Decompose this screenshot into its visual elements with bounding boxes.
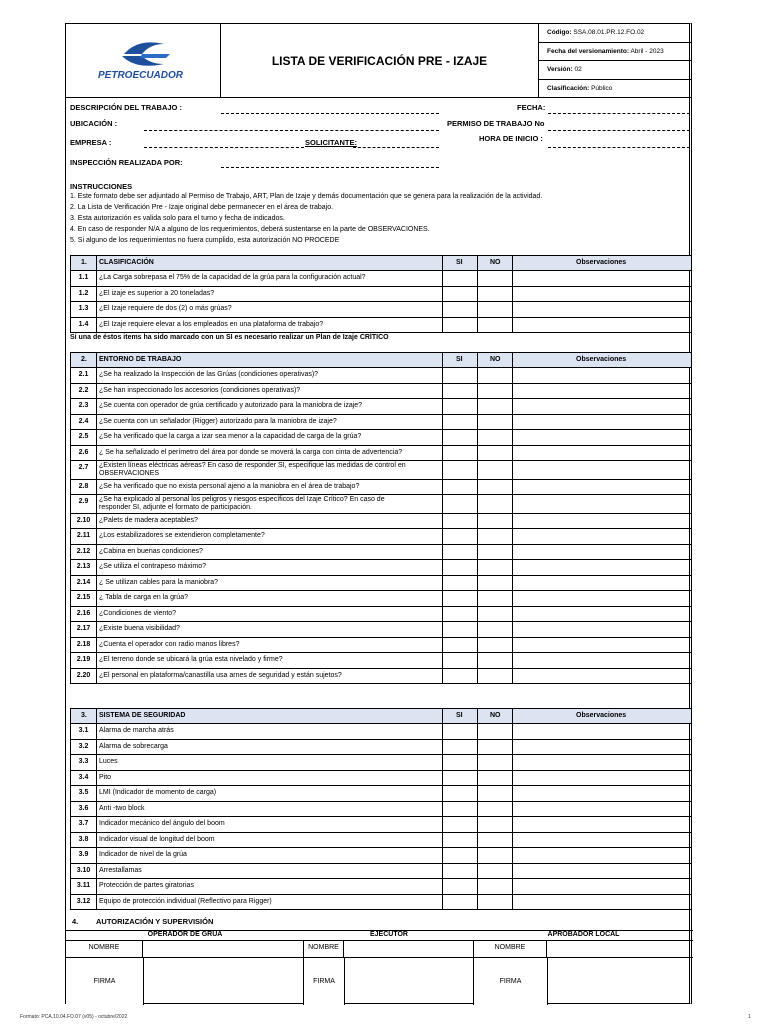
checklist-row xyxy=(70,461,692,480)
si-checkbox[interactable] xyxy=(442,864,477,879)
si-checkbox[interactable] xyxy=(442,480,477,495)
ejecutor-firma-input[interactable] xyxy=(344,958,474,1005)
observaciones-field[interactable] xyxy=(512,755,693,770)
observaciones-field[interactable] xyxy=(512,724,693,739)
checklist-row xyxy=(70,495,692,514)
item-question: ¿ Se ha señalizado el perímetro del área por donde se moverá la carga con cinta de advertencia? xyxy=(99,448,403,456)
checklist-row xyxy=(70,430,692,446)
si-checkbox[interactable] xyxy=(442,669,477,684)
aprobador-firma-input[interactable] xyxy=(547,958,693,1005)
meta-clasificacion: Clasificación: Público xyxy=(547,84,613,92)
checklist-row xyxy=(70,755,692,771)
instruction-line: 4. En caso de responder N/A a alguno de los requerimientos, deberá sustentarse en la parte de OBSERVACIONES. xyxy=(70,226,430,233)
no-checkbox[interactable] xyxy=(477,848,512,863)
authorization-table xyxy=(66,930,693,1005)
item-number: 2.19 xyxy=(76,656,91,663)
no-checkbox[interactable] xyxy=(477,384,512,399)
observaciones-field[interactable] xyxy=(512,895,693,910)
checklist-row xyxy=(70,368,692,384)
label-hora: HORA DE INICIO : xyxy=(479,134,543,143)
ejecutor-header: EJECUTOR xyxy=(370,931,408,938)
item-number: 3.12 xyxy=(76,897,91,905)
input-fecha[interactable] xyxy=(548,113,690,114)
checklist-row xyxy=(70,529,692,545)
si-checkbox[interactable] xyxy=(442,271,477,286)
checklist-row xyxy=(70,446,692,462)
operador-firma-label: FIRMA xyxy=(66,958,143,1005)
item-question: ¿Condiciones de viento? xyxy=(99,609,177,617)
no-checkbox[interactable] xyxy=(477,638,512,653)
label-permiso: PERMISO DE TRABAJO No xyxy=(447,119,545,128)
no-checkbox[interactable] xyxy=(477,461,512,479)
no-checkbox[interactable] xyxy=(477,724,512,739)
no-checkbox[interactable] xyxy=(477,864,512,879)
observaciones-field[interactable] xyxy=(512,591,693,606)
no-checkbox[interactable] xyxy=(477,879,512,894)
label-solicitante: SOLICITANTE: xyxy=(305,138,357,147)
instruction-line: 1. Este formato debe ser adjuntado al Permiso de Trabajo, ART, Plan de Izaje y demás documentación que se genera para la realización de la actividad. xyxy=(70,193,543,200)
no-checkbox[interactable] xyxy=(477,271,512,286)
item-question: ¿Se ha verificado que no exista personal ajeno a la maniobra en el área de trabajo? xyxy=(99,482,360,490)
input-hora[interactable] xyxy=(548,147,690,148)
checklist-row xyxy=(70,771,692,787)
si-checkbox[interactable] xyxy=(442,415,477,430)
item-number: 3.4 xyxy=(78,773,89,781)
section-1-header: 1. CLASIFICACIÓN SI NO Observaciones xyxy=(70,255,692,271)
no-checkbox[interactable] xyxy=(477,480,512,495)
si-checkbox[interactable] xyxy=(442,895,477,910)
observaciones-field[interactable] xyxy=(512,638,693,653)
company-logo xyxy=(66,24,221,98)
si-checkbox[interactable] xyxy=(442,318,477,333)
item-number: 3.2 xyxy=(78,742,89,750)
si-checkbox[interactable] xyxy=(442,529,477,544)
item-number: 3.9 xyxy=(78,851,89,858)
si-checkbox[interactable] xyxy=(442,368,477,383)
no-checkbox[interactable] xyxy=(477,514,512,529)
item-question: ¿Se han inspeccionado los accesorios (condiciones operativas)? xyxy=(99,386,301,394)
observaciones-field[interactable] xyxy=(512,415,693,430)
item-question: Indicador de nivel de la grúa xyxy=(99,851,187,858)
checklist-row xyxy=(70,384,692,400)
si-checkbox[interactable] xyxy=(442,514,477,529)
item-number: 3.6 xyxy=(78,804,89,812)
observaciones-field[interactable] xyxy=(512,446,693,461)
item-number: 2.2 xyxy=(78,386,89,394)
no-checkbox[interactable] xyxy=(477,740,512,755)
input-descripcion[interactable] xyxy=(221,113,439,114)
checklist-row xyxy=(70,399,692,415)
si-checkbox[interactable] xyxy=(442,576,477,591)
observaciones-field[interactable] xyxy=(512,740,693,755)
no-checkbox[interactable] xyxy=(477,895,512,910)
instruction-line: 5. Si alguno de los requerimientos no fuera cumplido, esta autorización NO PROCEDE xyxy=(70,237,340,244)
no-checkbox[interactable] xyxy=(477,771,512,786)
petroecuador-logo-icon xyxy=(66,24,221,98)
item-number: 2.4 xyxy=(78,417,89,425)
item-question: ¿El terreno donde se ubicará la grúa esta nivelado y firme? xyxy=(99,656,283,663)
item-number: 2.3 xyxy=(78,402,89,409)
item-number: 2.16 xyxy=(76,609,91,617)
si-checkbox[interactable] xyxy=(442,755,477,770)
si-checkbox[interactable] xyxy=(442,545,477,560)
si-checkbox[interactable] xyxy=(442,802,477,817)
brand-text: PETROECUADOR xyxy=(98,70,184,81)
observaciones-field[interactable] xyxy=(512,786,693,801)
item-number: 2.7 xyxy=(78,464,89,471)
item-question: ¿El izaje es superior a 20 toneladas? xyxy=(99,289,215,297)
document-meta xyxy=(539,24,691,98)
item-number: 2.14 xyxy=(76,578,91,586)
observaciones-field[interactable] xyxy=(512,833,693,848)
item-question: ¿Existen líneas eléctricas aéreas? En caso de responder SI, especifique las medidas de control en OBSERVACIONES xyxy=(99,462,406,477)
observaciones-field[interactable] xyxy=(512,669,693,684)
aprobador-nombre-label: NOMBRE xyxy=(474,941,547,1005)
observaciones-field[interactable] xyxy=(512,495,693,513)
observaciones-field[interactable] xyxy=(512,802,693,817)
checklist-row xyxy=(70,848,692,864)
observaciones-field[interactable] xyxy=(512,607,693,622)
observaciones-field[interactable] xyxy=(512,271,693,286)
item-question: ¿Los estabilizadores se extendieron completamente? xyxy=(99,532,265,539)
checklist-row xyxy=(70,724,692,740)
checklist-row xyxy=(70,287,692,303)
operador-nombre-input[interactable] xyxy=(143,941,304,957)
si-checkbox[interactable] xyxy=(442,287,477,302)
no-checkbox[interactable] xyxy=(477,833,512,848)
item-number: 3.5 xyxy=(78,789,89,796)
instruction-line: 2. La Lista de Verificación Pre - Izaje original debe permanecer en el área de trabajo. xyxy=(70,204,334,211)
no-checkbox[interactable] xyxy=(477,560,512,575)
section-3-header: 3. SISTEMA DE SEGURIDAD SI NO Observaciones xyxy=(70,708,692,724)
item-question: ¿Cabina en buenas condiciones? xyxy=(99,547,203,555)
no-checkbox[interactable] xyxy=(477,755,512,770)
ejecutor-firma-label: FIRMA xyxy=(304,958,344,1005)
si-checkbox[interactable] xyxy=(442,430,477,445)
input-inspeccion[interactable] xyxy=(221,167,439,168)
observaciones-field[interactable] xyxy=(512,480,693,495)
operador-firma-input[interactable] xyxy=(143,958,304,1005)
item-number: 1.4 xyxy=(78,320,89,328)
no-checkbox[interactable] xyxy=(477,591,512,606)
item-question: ¿Se ha realizado la Inspección de las Grúas (condiciones operativas)? xyxy=(99,371,319,378)
meta-version: Versión: 02 xyxy=(539,61,691,80)
si-checkbox[interactable] xyxy=(442,817,477,832)
si-checkbox[interactable] xyxy=(442,833,477,848)
checklist-row xyxy=(70,415,692,431)
observaciones-field[interactable] xyxy=(512,399,693,414)
no-checkbox[interactable] xyxy=(477,368,512,383)
item-question: ¿ Tabla de carga en la grúa? xyxy=(99,594,188,601)
observaciones-field[interactable] xyxy=(512,368,693,383)
item-number: 2.10 xyxy=(76,516,91,524)
si-checkbox[interactable] xyxy=(442,302,477,317)
item-question: Indicador visual de longitud del boom xyxy=(99,835,215,843)
checklist-row xyxy=(70,740,692,756)
no-checkbox[interactable] xyxy=(477,399,512,414)
footer-format: Formato: PCA.10.04.FO.07 (v05) - octubre/2022 xyxy=(20,1014,128,1020)
si-checkbox[interactable] xyxy=(442,848,477,863)
label-inspeccion: INSPECCIÓN REALIZADA POR: xyxy=(70,158,183,167)
checklist-row xyxy=(70,318,692,334)
checklist-row xyxy=(70,622,692,638)
item-number: 2.20 xyxy=(76,671,91,679)
ejecutor-nombre-input[interactable] xyxy=(344,941,474,957)
item-number: 2.12 xyxy=(76,547,91,555)
input-ubicacion[interactable] xyxy=(144,130,439,131)
item-number: 2.15 xyxy=(76,594,91,601)
item-question: ¿Se ha explicado al personal los peligros y riesgos específicos del Izaje Crítico? En caso de responder SI, adjunte el formato de participación. xyxy=(99,496,385,511)
section-4-number: 4. xyxy=(72,917,79,926)
no-checkbox[interactable] xyxy=(477,529,512,544)
item-question: Alarma de sobrecarga xyxy=(99,742,168,750)
observaciones-field[interactable] xyxy=(512,384,693,399)
checklist-row xyxy=(70,895,692,911)
page-number: 1 xyxy=(748,1014,751,1020)
input-solicitante[interactable] xyxy=(353,147,439,148)
checklist-row xyxy=(70,833,692,849)
item-number: 2.5 xyxy=(78,433,89,440)
no-checkbox[interactable] xyxy=(477,446,512,461)
checklist-row xyxy=(70,879,692,895)
si-checkbox[interactable] xyxy=(442,591,477,606)
no-checkbox[interactable] xyxy=(477,318,512,333)
item-question: Protección de partes giratorias xyxy=(99,882,194,889)
observaciones-field[interactable] xyxy=(512,771,693,786)
critical-note: Si una de éstos items ha sido marcado con un SI es necesario realizar un Plan de Izaje CRÍTICO xyxy=(70,334,389,341)
item-question: ¿La Carga sobrepasa el 75% de la capacidad de la grúa para la configuración actual? xyxy=(99,274,366,281)
checklist-row xyxy=(70,669,692,685)
item-question: ¿ Se utilizan cables para la maniobra? xyxy=(99,578,219,586)
si-checkbox[interactable] xyxy=(442,786,477,801)
item-question: ¿Se utiliza el contrapeso máximo? xyxy=(99,563,206,570)
si-checkbox[interactable] xyxy=(442,653,477,668)
si-checkbox[interactable] xyxy=(442,879,477,894)
no-checkbox[interactable] xyxy=(477,287,512,302)
no-checkbox[interactable] xyxy=(477,607,512,622)
document-title: LISTA DE VERIFICACIÓN PRE - IZAJE xyxy=(221,24,539,98)
no-checkbox[interactable] xyxy=(477,669,512,684)
checklist-row xyxy=(70,545,692,561)
no-checkbox[interactable] xyxy=(477,430,512,445)
section-4-title: AUTORIZACIÓN Y SUPERVISIÓN xyxy=(96,917,214,926)
aprobador-header: APROBADOR LOCAL xyxy=(547,931,620,938)
no-checkbox[interactable] xyxy=(477,495,512,513)
checklist-row xyxy=(70,864,692,880)
label-fecha: FECHA: xyxy=(517,103,546,112)
item-number: 2.11 xyxy=(76,532,91,539)
item-number: 2.6 xyxy=(78,448,89,456)
item-question: ¿El Izaje requiere elevar a los empleados en una plataforma de trabajo? xyxy=(99,320,324,328)
observaciones-field[interactable] xyxy=(512,529,693,544)
item-question: Anti -two block xyxy=(99,804,145,812)
si-checkbox[interactable] xyxy=(442,384,477,399)
observaciones-field[interactable] xyxy=(512,576,693,591)
si-checkbox[interactable] xyxy=(442,771,477,786)
item-question: Luces xyxy=(99,758,118,765)
operador-header: OPERADOR DE GRUA xyxy=(147,931,223,938)
observaciones-field[interactable] xyxy=(512,318,693,333)
si-checkbox[interactable] xyxy=(442,740,477,755)
observaciones-field[interactable] xyxy=(512,545,693,560)
observaciones-field[interactable] xyxy=(512,461,693,479)
checklist-row xyxy=(70,514,692,530)
item-number: 1.1 xyxy=(78,274,89,281)
form-sheet xyxy=(65,23,692,1004)
checklist-row xyxy=(70,607,692,623)
item-question: ¿Cuenta el operador con radio manos libres? xyxy=(99,640,240,648)
checklist-row xyxy=(70,271,692,287)
document-header xyxy=(66,24,691,98)
item-question: ¿El Izaje requiere de dos (2) o más grúas? xyxy=(99,305,232,312)
checklist-row xyxy=(70,786,692,802)
item-question: ¿Se cuenta con un señalador (Rigger) autorizado para la maniobra de izaje? xyxy=(99,417,337,425)
item-number: 3.8 xyxy=(78,835,89,843)
observaciones-field[interactable] xyxy=(512,864,693,879)
checklist-row xyxy=(70,591,692,607)
si-checkbox[interactable] xyxy=(442,461,477,479)
ejecutor-nombre-label: NOMBRE xyxy=(304,941,344,1005)
checklist-row xyxy=(70,576,692,592)
item-number: 1.2 xyxy=(78,289,89,297)
checklist-row xyxy=(70,802,692,818)
no-checkbox[interactable] xyxy=(477,817,512,832)
no-checkbox[interactable] xyxy=(477,576,512,591)
no-checkbox[interactable] xyxy=(477,622,512,637)
si-checkbox[interactable] xyxy=(442,399,477,414)
item-question: LMI (Indicador de momento de carga) xyxy=(99,789,217,796)
instruction-line: 3. Esta autorización es valida solo para el turno y fecha de indicados. xyxy=(70,215,285,222)
si-checkbox[interactable] xyxy=(442,495,477,513)
si-checkbox[interactable] xyxy=(442,724,477,739)
si-checkbox[interactable] xyxy=(442,560,477,575)
label-descripcion: DESCRIPCIÓN DEL TRABAJO : xyxy=(70,103,182,112)
no-checkbox[interactable] xyxy=(477,802,512,817)
item-question: ¿Existe buena visibilidad? xyxy=(99,625,180,632)
observaciones-field[interactable] xyxy=(512,430,693,445)
item-question: Pito xyxy=(99,773,112,781)
item-number: 1.3 xyxy=(78,305,89,312)
item-question: ¿Palets de madera aceptables? xyxy=(99,516,198,524)
observaciones-field[interactable] xyxy=(512,514,693,529)
si-checkbox[interactable] xyxy=(442,638,477,653)
checklist-row xyxy=(70,480,692,496)
observaciones-field[interactable] xyxy=(512,287,693,302)
observaciones-field[interactable] xyxy=(512,302,693,317)
item-question: ¿Se cuenta con operador de grúa certificado y autorizado para la maniobra de izaje? xyxy=(99,402,363,409)
si-checkbox[interactable] xyxy=(442,622,477,637)
observaciones-field[interactable] xyxy=(512,848,693,863)
label-ubicacion: UBICACIÓN : xyxy=(70,119,118,128)
item-number: 3.3 xyxy=(78,758,89,765)
checklist-row xyxy=(70,653,692,669)
item-number: 2.1 xyxy=(78,371,89,378)
item-number: 3.7 xyxy=(78,820,89,827)
observaciones-field[interactable] xyxy=(512,879,693,894)
no-checkbox[interactable] xyxy=(477,545,512,560)
item-number: 2.17 xyxy=(76,625,91,632)
item-question: ¿El personal en plataforma/canastilla usa arnes de seguridad y están sujetos? xyxy=(99,671,342,679)
checklist-row xyxy=(70,302,692,318)
section-2-header: 2. ENTORNO DE TRABAJO SI NO Observaciones xyxy=(70,352,692,368)
item-number: 2.8 xyxy=(78,482,89,490)
item-number: 2.9 xyxy=(78,498,89,505)
no-checkbox[interactable] xyxy=(477,415,512,430)
item-question: Indicador mecánico del ángulo del boom xyxy=(99,820,225,827)
no-checkbox[interactable] xyxy=(477,302,512,317)
checklist-row xyxy=(70,638,692,654)
observaciones-field[interactable] xyxy=(512,622,693,637)
input-permiso[interactable] xyxy=(548,130,690,131)
item-question: Arrestallamas xyxy=(99,866,142,874)
si-checkbox[interactable] xyxy=(442,446,477,461)
input-empresa[interactable] xyxy=(144,147,304,148)
meta-codigo: Código: SSA.08.01.PR.12.FO.02 xyxy=(539,24,691,43)
label-empresa: EMPRESA : xyxy=(70,138,112,147)
item-number: 3.11 xyxy=(76,882,91,889)
checklist-row xyxy=(70,560,692,576)
observaciones-field[interactable] xyxy=(512,560,693,575)
item-question: Equipo de protección individual (Reflectivo para Rigger) xyxy=(99,897,272,905)
item-number: 3.1 xyxy=(78,727,89,734)
meta-fecha: Fecha del versionamiento: Abril - 2023 xyxy=(539,43,691,62)
no-checkbox[interactable] xyxy=(477,653,512,668)
observaciones-field[interactable] xyxy=(512,653,693,668)
no-checkbox[interactable] xyxy=(477,786,512,801)
item-number: 2.18 xyxy=(76,640,91,648)
checklist-row xyxy=(70,817,692,833)
item-number: 2.13 xyxy=(76,563,91,570)
item-question: Alarma de marcha atrás xyxy=(99,727,174,734)
item-question: ¿Se ha verificado que la carga a izar sea menor a la capacidad de carga de la grúa? xyxy=(99,433,362,440)
instructions-title: INSTRUCCIONES xyxy=(70,182,133,191)
si-checkbox[interactable] xyxy=(442,607,477,622)
item-number: 3.10 xyxy=(76,866,91,874)
observaciones-field[interactable] xyxy=(512,817,693,832)
operador-nombre-label: NOMBRE xyxy=(66,941,143,1005)
aprobador-nombre-input[interactable] xyxy=(547,941,693,957)
aprobador-firma-label: FIRMA xyxy=(474,958,547,1005)
